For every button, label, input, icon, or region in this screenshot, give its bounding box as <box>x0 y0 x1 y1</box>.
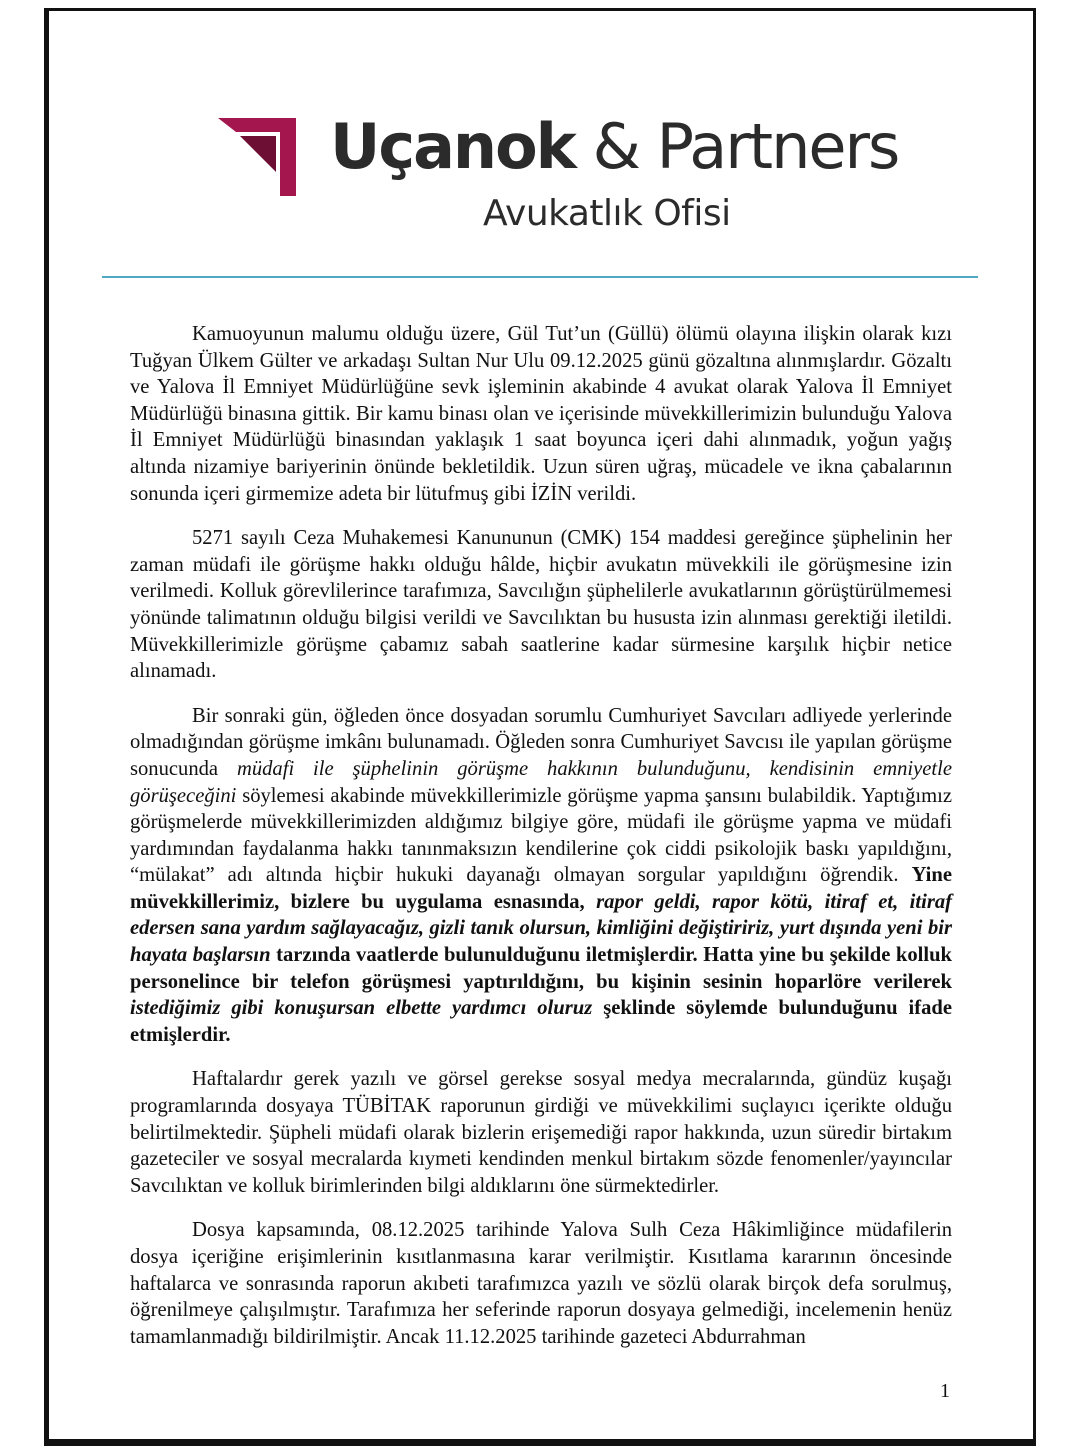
p3-text-2: söylemesi akabinde müvekkillerimizle görüşme yapma şansını bulabildik. Yaptığımız görüşmelerde müvekkillerimizden aldığımız bilgiye göre, müdafi ile görüşme yapma ve müdafi yardımından faydalanma hakkı tanınmaksızın kendilerine çok ciddi psikolojik baskı yapıldığını, “mülakat” adı altında hiçbir hukuki dayanağı olmayan sorgular yapıldığını öğrendik. <box>130 784 952 887</box>
paragraph-1: Kamuoyunun malumu olduğu üzere, Gül Tut’un (Güllü) ölümü olayına ilişkin olarak kızı Tuğyan Ülkem Gülter ve arkadaşı Sultan Nur Ulu 09.12.2025 günü gözaltına alınmışlardır. Gözaltı ve Yalova İl Emniyet Müdürlüğüne sevk işleminin akabinde 4 avukat olarak Yalova İl Emniyet Müdürlüğü binasına gittik. Bir kamu binası olan ve içerisinde müvekkillerimizin bulunduğu Yalova İl Emniyet Müdürlüğü binasından yaklaşık 1 saat boyunca içeri dahi alınmadık, yoğun yağış altında nizamiye bariyerinin önünde bekletildik. Uzun süren uğraş, mücadele ve ikna çabalarının sonunda içeri girmemize adeta bir lütufmuş gibi İZİN verildi. <box>130 323 952 505</box>
logo-mark-icon <box>218 118 300 200</box>
p3-bold-italic-2: istediğimiz gibi konuşursan elbette yardımcı oluruz <box>130 997 593 1020</box>
document-body <box>130 321 952 1368</box>
p3-bold-1: Yine müvekkillerimiz, bizlere bu uygulama esnasında, <box>130 864 952 913</box>
paragraph-2: 5271 sayılı Ceza Muhakemesi Kanununun (CMK) 154 maddesi gereğince şüphelinin her zaman müdafi ile görüşme hakkı olduğu hâlde, hiçbir avukatın müvekkili ile görüşmesine izin verilmedi. Kolluk görevlilerince tarafımıza, Savcılığın şüphelilerle avukatlarının görüştürülmemesi yönünde talimatının olduğu bilgisi verildi ve Savcılıktan bu hususta izin alınması gerektiği iletildi. Müvekkillerimizle görüşme çabamız sabah saatlerine kadar sürmesine karşılık hiçbir netice alınamadı. <box>130 527 952 683</box>
firm-subtitle: Avukatlık Ofisi <box>483 193 731 234</box>
header-divider <box>102 276 978 278</box>
page-number: 1 <box>940 1380 950 1402</box>
p3-bold-3: şeklinde söylemde bulunduğunu ifade etmişlerdir. <box>130 997 952 1046</box>
p3-text-1: Bir sonraki gün, öğleden önce dosyadan sorumlu Cumhuriyet Savcıları adliyede yerlerinde olmadığından görüşme imkânı bulunamadı. Öğleden sonra Cumhuriyet Savcısı ile yapılan görüşme sonucunda <box>130 704 952 780</box>
firm-name-rest: & Partners <box>592 110 899 183</box>
firm-name-bold: Uçanok <box>330 110 575 183</box>
paragraph-4: Haftalardır gerek yazılı ve görsel gerekse sosyal medya mecralarında, gündüz kuşağı programlarında dosyaya TÜBİTAK raporunun girdiği ve müvekkilimi suçlayıcı içerikte olduğu belirtilmektedir. Şüpheli müdafi olarak bizlerin erişemediği rapor hakkında, uzun süredir birtakım gazeteciler ve sosyal mecralarda kıymeti kendinden menkul birtakım sözde fenomenler/yayıncılar Savcılıktan ve kolluk birimlerinden bilgi aldıklarını öne sürmektedirler. <box>130 1068 952 1197</box>
paragraph-3 <box>130 703 952 1049</box>
paragraph-5: Dosya kapsamında, 08.12.2025 tarihinde Yalova Sulh Ceza Hâkimliğince müdafilerin dosya içeriğine erişimlerinin kısıtlanmasına karar verilmiştir. Kısıtlama kararının öncesinde haftalarca ve sonrasında raporun akıbeti tarafımızca yazılı ve sözlü olarak birçok defa sorulmuş, öğrenilmeye çalışılmıştır. Tarafımıza her seferinde raporun dosyaya gelmediği, incelemenin henüz tamamlanmadığı bildirilmiştir. Ancak 11.12.2025 tarihinde gazeteci Abdurrahman <box>130 1219 952 1348</box>
p3-bold-italic-1: rapor geldi, rapor kötü, itiraf et, itiraf edersen sana yardım sağlayacağız, gizli tanık olursun, kimliğini değiştiririz, yurt dışında yeni bir hayata başlarsın <box>130 890 952 967</box>
firm-name <box>330 110 899 183</box>
firm-logo <box>218 110 918 238</box>
p3-bold-2: tarzında vaatlerde bulunulduğunu iletmişlerdir. Hatta yine bu şekilde kolluk personelince bir telefon görüşmesi yaptırıldığını, bu kişinin sesinin hoparlöre verilerek <box>130 944 952 993</box>
p3-italic-1: müdafi ile şüphelinin görüşme hakkının bulunduğunu, kendisinin emniyetle görüşeceğini <box>130 757 952 807</box>
